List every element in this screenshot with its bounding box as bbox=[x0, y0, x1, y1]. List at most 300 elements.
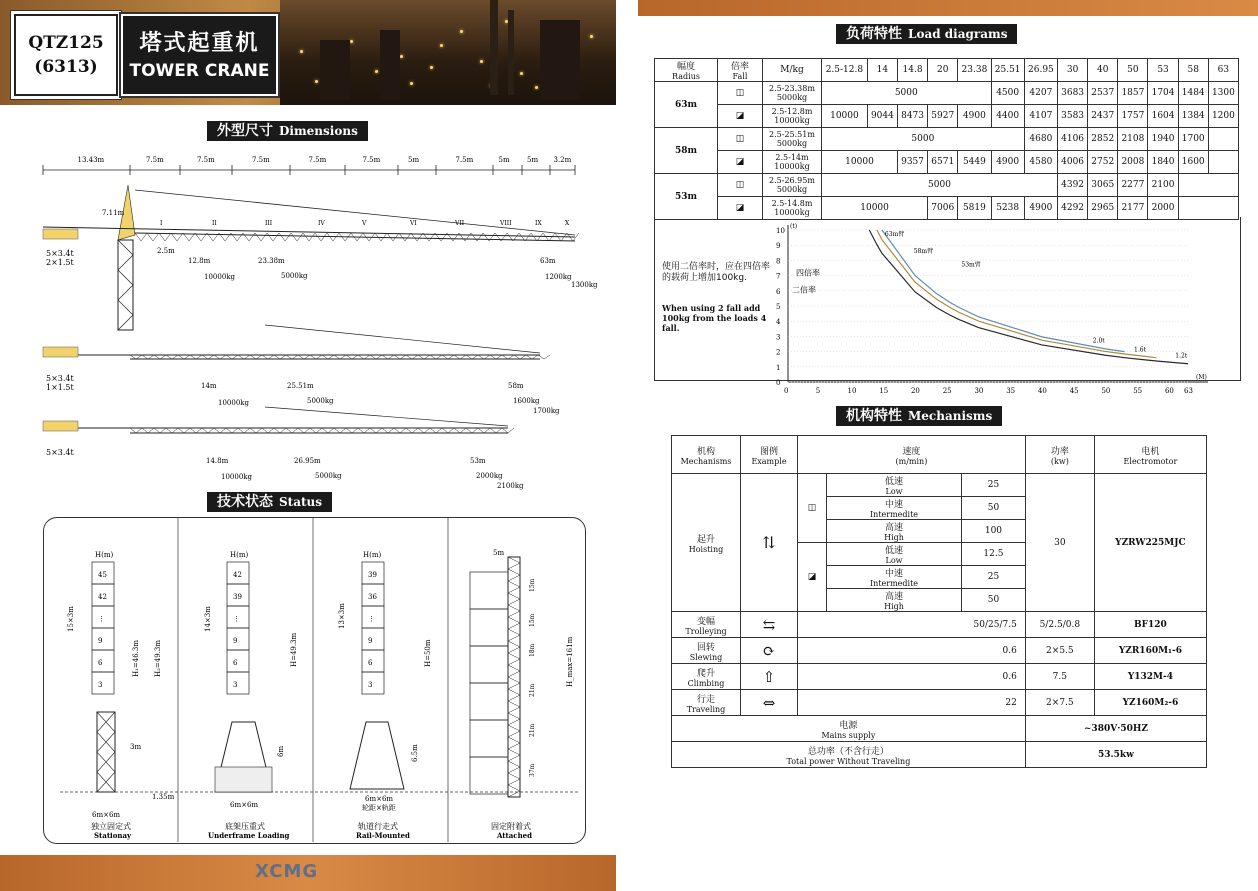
crane-63m bbox=[43, 185, 598, 330]
page-gutter bbox=[616, 0, 638, 891]
radius-cell: 58m bbox=[655, 128, 718, 174]
night-plant-photo bbox=[280, 0, 616, 105]
speed-value: 50 bbox=[962, 589, 1026, 612]
table-row bbox=[655, 105, 1239, 128]
col-radius-value: 20 bbox=[928, 59, 958, 82]
cell-text: Intermedite bbox=[870, 510, 919, 519]
col-radius-value: 26.95 bbox=[1024, 59, 1057, 82]
load-cell: 1484 bbox=[1178, 82, 1208, 105]
load-cell: 8473 bbox=[897, 105, 927, 128]
cell-text: High bbox=[884, 602, 904, 611]
radius-label-1: 12.8m bbox=[188, 257, 211, 265]
load-label-4: 1300kg bbox=[571, 281, 598, 289]
x-tick-label: 35 bbox=[1006, 387, 1016, 395]
radius-label-2: 26.95m bbox=[294, 457, 321, 465]
col-speed-en: (m/min) bbox=[895, 456, 928, 466]
mechanism-name bbox=[672, 638, 741, 664]
motor-value: Y132M-4 bbox=[1094, 664, 1206, 690]
segment-label: 18m bbox=[529, 643, 536, 657]
col-motor-en: Electromotor bbox=[1123, 456, 1178, 466]
speed-value: 25 bbox=[962, 566, 1026, 589]
radius-label-1: 14.8m bbox=[206, 457, 229, 465]
height-h2: H₂=49.3m bbox=[154, 640, 162, 677]
span-dimensions bbox=[43, 156, 575, 175]
span-label: 7.5m bbox=[146, 156, 164, 164]
x-tick-label: 20 bbox=[910, 387, 920, 395]
col-radius-value: 58 bbox=[1178, 59, 1208, 82]
load-cell: 2008 bbox=[1118, 151, 1148, 174]
load-cell: 4292 bbox=[1058, 197, 1088, 220]
load-cell: 2108 bbox=[1118, 128, 1148, 151]
crane-58m bbox=[43, 325, 560, 415]
load-cell: 2277 bbox=[1118, 174, 1148, 197]
foot-height-1: 1.35m bbox=[152, 793, 175, 801]
hook-icon: ◫ bbox=[718, 174, 763, 197]
load-label-2: 5000kg bbox=[315, 472, 342, 480]
speed-value: 25 bbox=[962, 474, 1026, 497]
table-row bbox=[672, 638, 1207, 664]
base-height-3: 6.5m bbox=[411, 744, 419, 762]
load-cell: 2965 bbox=[1088, 197, 1118, 220]
height-header-3: H(m) bbox=[363, 551, 382, 559]
attached-top: 5m bbox=[493, 549, 505, 557]
cell-text: Low bbox=[885, 556, 903, 565]
speed-value: 12.5 bbox=[962, 543, 1026, 566]
col-mech-en: Mechanisms bbox=[680, 456, 732, 466]
motor-value: BF120 bbox=[1094, 612, 1206, 638]
col-radius-value: 2.5-12.8 bbox=[822, 59, 868, 82]
load-cell: 4900 bbox=[1024, 197, 1057, 220]
table-row bbox=[672, 690, 1207, 716]
load-cell: 4580 bbox=[1024, 151, 1057, 174]
cell-text: 高速 bbox=[885, 592, 904, 602]
cell-text: High bbox=[884, 533, 904, 542]
section-label: VII bbox=[455, 220, 465, 227]
load-cell: 2537 bbox=[1088, 82, 1118, 105]
mode-cn-4: 固定附着式 bbox=[491, 822, 531, 831]
load-chart bbox=[768, 220, 1238, 395]
span-label: 5m bbox=[527, 156, 539, 164]
right-page bbox=[638, 0, 1258, 891]
radius-cell: 63m bbox=[655, 82, 718, 128]
x-tick-label: 60 bbox=[1164, 387, 1174, 395]
radius-label-3: 63m bbox=[540, 257, 556, 265]
chart-note-en: When using 2 fall add 100kg from the loads 4 fall. bbox=[662, 303, 767, 333]
label-2fall: 二倍率 bbox=[792, 285, 816, 295]
col-radius-value: 14.8 bbox=[897, 59, 927, 82]
load-cell: 4500 bbox=[991, 82, 1024, 105]
cell-text bbox=[672, 716, 1207, 742]
cell-text: Fall bbox=[732, 72, 748, 81]
x-tick-label: 5 bbox=[815, 387, 821, 395]
table-row bbox=[655, 174, 1239, 197]
cell-text bbox=[672, 742, 1026, 768]
cell-text: 高速 bbox=[885, 523, 904, 533]
power-value: 7.5 bbox=[1025, 664, 1094, 690]
cell-text: 10000kg bbox=[774, 208, 810, 217]
cell-text: Intermedite bbox=[870, 579, 919, 588]
counterweight-label: 5×3.4t bbox=[46, 249, 74, 258]
power-value: 5/2.5/0.8 bbox=[1025, 612, 1094, 638]
height-value: 9 bbox=[233, 637, 238, 645]
height-value: 39 bbox=[233, 593, 242, 601]
radius-label-3: 58m bbox=[508, 382, 524, 390]
label-4fall: 四倍率 bbox=[796, 268, 820, 278]
chart-annotation: 53m臂 bbox=[961, 261, 981, 269]
load-cell: 2177 bbox=[1118, 197, 1148, 220]
cell-text: 2.5-14.8m bbox=[771, 199, 813, 208]
height-value: 9 bbox=[368, 637, 373, 645]
load-cell: 4680 bbox=[1024, 128, 1057, 151]
load-cell: 3065 bbox=[1088, 174, 1118, 197]
speed-mode bbox=[827, 474, 962, 497]
cell-text: 倍率 bbox=[730, 62, 749, 72]
base-dim-3: 6m×6m bbox=[365, 795, 394, 803]
cell-text: 回转 bbox=[696, 642, 715, 653]
x-tick-label: 15 bbox=[879, 387, 889, 395]
climbing-arrow-icon: ⇧ bbox=[741, 664, 798, 690]
load-cell: 2852 bbox=[1088, 128, 1118, 151]
y-tick-label: 4 bbox=[776, 318, 781, 327]
product-title-en: TOWER CRANE bbox=[129, 61, 270, 81]
mechanism-name bbox=[672, 612, 741, 638]
col-example-en: Example bbox=[751, 456, 787, 466]
load-cell: 1200 bbox=[1208, 105, 1238, 128]
top-bar bbox=[638, 0, 1258, 16]
section-label: III bbox=[265, 220, 273, 227]
load-table bbox=[654, 58, 1239, 220]
load-label-4: 1700kg bbox=[533, 407, 560, 415]
height-value: 42 bbox=[98, 593, 107, 601]
mechanisms-table bbox=[671, 435, 1207, 768]
chart-annotation: 58m臂 bbox=[913, 247, 934, 255]
height-value: 9 bbox=[98, 637, 103, 645]
col-radius bbox=[655, 59, 718, 82]
load-cell: 10000 bbox=[822, 197, 928, 220]
load-cell: 1700 bbox=[1178, 128, 1208, 151]
load-label-2: 5000kg bbox=[281, 272, 308, 280]
col-mkg: M/kg bbox=[763, 59, 822, 82]
y-tick-label: 7 bbox=[776, 272, 781, 281]
height-value: 36 bbox=[368, 593, 377, 601]
y-tick-label: 3 bbox=[776, 333, 781, 342]
mode-cn-1: 独立固定式 bbox=[91, 822, 131, 831]
counterweight-label-2: 2×1.5t bbox=[46, 258, 74, 267]
cell-text bbox=[672, 742, 1207, 768]
cell-text: 中速 bbox=[885, 500, 904, 510]
height-h1: H₁=46.3m bbox=[132, 640, 140, 677]
load-label-3: 1600kg bbox=[513, 397, 540, 405]
base-dim-1: 6m×6m bbox=[92, 811, 121, 819]
total-cn: 总功率（不含行走） bbox=[807, 746, 889, 757]
segment-label: 15m bbox=[529, 578, 536, 592]
counterweight-label-2: 1×1.5t bbox=[46, 383, 74, 392]
motor-value: YZ160M₂-6 bbox=[1094, 690, 1206, 716]
load-cell: 1604 bbox=[1148, 105, 1178, 128]
radius-cell: 53m bbox=[655, 174, 718, 220]
load-cell: 1757 bbox=[1118, 105, 1148, 128]
crane-53m bbox=[43, 407, 524, 490]
cell-text bbox=[798, 436, 1026, 474]
load-label-1: 10000kg bbox=[204, 273, 235, 281]
span-label: 5m bbox=[408, 156, 420, 164]
height-hmax: H_max=161m bbox=[566, 636, 574, 687]
mains-en: Mains supply bbox=[821, 730, 876, 740]
footer-bar bbox=[0, 855, 616, 891]
col-power-en: (kw) bbox=[1050, 456, 1069, 466]
cell-text: 行走 bbox=[696, 694, 715, 705]
y-tick-label: 2 bbox=[776, 348, 781, 357]
cell-text: Hoisting bbox=[688, 544, 724, 554]
load-heading: 负荷特性 Load diagrams bbox=[836, 24, 1017, 44]
cell-text: 起升 bbox=[696, 534, 715, 545]
load-cell: 1600 bbox=[1178, 151, 1208, 174]
updown-arrows-icon: ⇅ bbox=[741, 474, 798, 612]
height-value: ⋮ bbox=[98, 615, 105, 623]
col-mech-cn: 机构 bbox=[696, 446, 715, 457]
model-label bbox=[14, 14, 118, 96]
span-label: 7.5m bbox=[252, 156, 270, 164]
height-h-2: H=49.3m bbox=[290, 632, 298, 667]
col-radius-value: 23.38 bbox=[958, 59, 991, 82]
load-cell: 5238 bbox=[991, 197, 1024, 220]
mechanism-name bbox=[672, 664, 741, 690]
hook-icon: ◫ bbox=[718, 128, 763, 151]
table-row bbox=[655, 82, 1239, 105]
cell-text: 10000kg bbox=[774, 162, 810, 171]
model-number: (6313) bbox=[34, 57, 98, 77]
section-label: X bbox=[565, 220, 570, 227]
cell-text bbox=[672, 436, 1207, 474]
load-label-2: 5000kg bbox=[307, 397, 334, 405]
section-label: IV bbox=[318, 220, 325, 227]
cell-text bbox=[1025, 436, 1094, 474]
base-height-2: 6m bbox=[277, 745, 285, 757]
y-tick-label: 9 bbox=[776, 242, 781, 251]
dimensions-drawing bbox=[0, 145, 616, 505]
radius-label-2: 25.51m bbox=[287, 382, 314, 390]
load-cell: 4400 bbox=[991, 105, 1024, 128]
cell-text bbox=[1094, 436, 1206, 474]
trolley-arrows-icon: ⇆ bbox=[741, 612, 798, 638]
speed-value: 50 bbox=[962, 497, 1026, 520]
slewing-arrows-icon: ⟳ bbox=[741, 638, 798, 664]
height-header-1: H(m) bbox=[95, 551, 114, 559]
segment-label: 21m bbox=[529, 723, 536, 737]
load-label-1: 10000kg bbox=[221, 473, 252, 481]
segment-label: 37m bbox=[529, 763, 536, 777]
y-tick-label: 8 bbox=[776, 257, 781, 266]
x-tick-label: 50 bbox=[1101, 387, 1111, 395]
base-dim-2: 6m×6m bbox=[230, 801, 259, 809]
section-count-2: 14×3m bbox=[204, 606, 212, 632]
status-heading: 技术状态 Status bbox=[207, 492, 332, 512]
load-cell: 1384 bbox=[1178, 105, 1208, 128]
chart-annotation: 1.2t bbox=[1175, 352, 1188, 360]
radius-label-1: 14m bbox=[201, 382, 217, 390]
x-tick-label: 30 bbox=[974, 387, 984, 395]
hook-icon: ◪ bbox=[798, 543, 827, 612]
hoist-motor: YZRW225MJC bbox=[1094, 474, 1206, 612]
cell-text bbox=[672, 716, 1026, 742]
hoist-power: 30 bbox=[1025, 474, 1094, 612]
load-cell: 1940 bbox=[1148, 128, 1178, 151]
speed-mode bbox=[827, 543, 962, 566]
section-label: IX bbox=[535, 220, 542, 227]
height-value: 39 bbox=[368, 571, 377, 579]
product-title-cn: 塔式起重机 bbox=[139, 31, 260, 56]
x-unit: (M) bbox=[1196, 374, 1207, 381]
load-cell: 2000 bbox=[1148, 197, 1178, 220]
height-h-3: H=50m bbox=[424, 639, 432, 667]
speed-mode bbox=[827, 566, 962, 589]
section-label: II bbox=[212, 220, 217, 227]
power-value: 2×7.5 bbox=[1025, 690, 1094, 716]
height-value: 3 bbox=[98, 681, 103, 689]
load-label-4: 2100kg bbox=[497, 482, 524, 490]
y-tick-label: 5 bbox=[776, 303, 781, 311]
span-label: 3.2m bbox=[553, 156, 572, 164]
col-fall bbox=[718, 59, 763, 82]
load-cell: 4207 bbox=[1024, 82, 1057, 105]
load-cell: 5000 bbox=[822, 128, 1025, 151]
chart-annotation: 2.0t bbox=[1092, 337, 1105, 345]
height-header-2: H(m) bbox=[230, 551, 249, 559]
mechanisms-heading: 机构特性 Mechanisms bbox=[836, 406, 1002, 426]
spec-cell bbox=[763, 82, 822, 105]
load-cell: 4900 bbox=[958, 105, 991, 128]
hook-icon: ◪ bbox=[718, 151, 763, 174]
mode-en-4: Attached bbox=[497, 831, 533, 840]
col-radius-value: 25.51 bbox=[991, 59, 1024, 82]
mode-en-1: Stationay bbox=[94, 831, 132, 840]
cell-text: 5000kg bbox=[776, 185, 808, 194]
y-tick-label: 6 bbox=[776, 287, 781, 296]
col-radius-value: 14 bbox=[867, 59, 897, 82]
cell-text: 低速 bbox=[885, 477, 904, 487]
total-en: Total power Without Traveling bbox=[786, 756, 911, 766]
hook-icon: ◫ bbox=[798, 474, 827, 543]
hook-icon: ◫ bbox=[718, 82, 763, 105]
power-value: 2×5.5 bbox=[1025, 638, 1094, 664]
height-value: 6 bbox=[98, 659, 103, 667]
x-tick-label: 55 bbox=[1133, 387, 1143, 395]
speed-mode bbox=[827, 520, 962, 543]
speed-value: 50/25/7.5 bbox=[798, 612, 1026, 638]
cell-text: Trolleying bbox=[685, 626, 727, 636]
height-value: 3 bbox=[368, 681, 373, 689]
cell-text: 2.5-25.51m bbox=[769, 130, 815, 139]
load-cell: 9044 bbox=[867, 105, 897, 128]
hook-icon: ◪ bbox=[718, 105, 763, 128]
cell-text: 2.5-12.8m bbox=[771, 107, 813, 116]
speed-value: 22 bbox=[798, 690, 1026, 716]
section-label: VIII bbox=[500, 220, 512, 227]
table-row bbox=[655, 151, 1239, 174]
y-tick-label: 1 bbox=[776, 363, 781, 372]
load-cell: 5000 bbox=[822, 82, 992, 105]
col-radius-value: 63 bbox=[1208, 59, 1238, 82]
y-tick-label: 10 bbox=[776, 227, 785, 235]
cell-text: 幅度 bbox=[676, 62, 695, 72]
x-tick-label: 25 bbox=[942, 387, 952, 395]
span-label: 5m bbox=[498, 156, 510, 164]
model-code: QTZ125 bbox=[28, 33, 104, 53]
header-banner bbox=[0, 0, 616, 105]
col-radius-value: 40 bbox=[1088, 59, 1118, 82]
cell-text: 10000kg bbox=[774, 116, 810, 125]
load-cell: 4106 bbox=[1058, 128, 1088, 151]
span-label: 7.5m bbox=[362, 156, 381, 164]
col-speed-cn: 速度 bbox=[902, 446, 921, 457]
load-cell: 3683 bbox=[1058, 82, 1088, 105]
counterweight-label: 5×3.4t bbox=[46, 374, 74, 383]
spec-cell bbox=[763, 128, 822, 151]
load-cell: 3583 bbox=[1058, 105, 1088, 128]
load-cell: 2437 bbox=[1088, 105, 1118, 128]
y-tick-label: 0 bbox=[776, 379, 781, 387]
span-label: 13.43m bbox=[77, 156, 105, 164]
table-row bbox=[655, 128, 1239, 151]
col-radius-value: 53 bbox=[1148, 59, 1178, 82]
table-row bbox=[672, 612, 1207, 638]
cab-height-label: 2.5m bbox=[157, 247, 175, 255]
spec-cell bbox=[763, 151, 822, 174]
height-value: ⋮ bbox=[368, 615, 375, 623]
speed-value: 0.6 bbox=[798, 664, 1026, 690]
span-label: 7.5m bbox=[308, 156, 327, 164]
col-power-cn: 功率 bbox=[1050, 446, 1069, 457]
total-value: 53.5kw bbox=[1025, 742, 1206, 768]
x-tick-label: 10 bbox=[847, 387, 857, 395]
table-row bbox=[672, 664, 1207, 690]
load-cell: 4006 bbox=[1058, 151, 1088, 174]
chart-note-cn: 使用二倍率时，应在四倍率的载荷上增加100kg. bbox=[662, 262, 771, 283]
load-cell: 1840 bbox=[1148, 151, 1178, 174]
status-drawing bbox=[0, 517, 616, 857]
cell-text: 5000kg bbox=[776, 139, 808, 148]
height-value: ⋮ bbox=[233, 615, 240, 623]
cell-text: 低速 bbox=[885, 546, 904, 556]
mains-cn: 电源 bbox=[839, 720, 858, 731]
chart-annotation: 1.6t bbox=[1134, 346, 1146, 354]
speed-mode bbox=[827, 497, 962, 520]
load-cell: 4107 bbox=[1024, 105, 1057, 128]
load-cell: 5000 bbox=[822, 174, 1058, 197]
load-label-1: 10000kg bbox=[218, 399, 249, 407]
cell-text: 2.5-14m bbox=[775, 153, 809, 162]
section-label: V bbox=[362, 220, 367, 227]
load-cell: 1704 bbox=[1148, 82, 1178, 105]
segment-label: 15m bbox=[529, 613, 536, 627]
counterweight-label: 5×3.4t bbox=[46, 448, 74, 457]
section-count-3: 13×3m bbox=[338, 603, 346, 629]
span-label: 7.5m bbox=[197, 156, 215, 164]
motor-value: YZR160M₁-6 bbox=[1094, 638, 1206, 664]
section-label: VI bbox=[410, 220, 417, 227]
load-label-3: 2000kg bbox=[476, 472, 503, 480]
cell-text: Radius bbox=[672, 72, 700, 81]
load-cell: 6571 bbox=[928, 151, 958, 174]
height-value: 6 bbox=[233, 659, 238, 667]
load-cell: 9357 bbox=[897, 151, 927, 174]
load-cell bbox=[1178, 174, 1238, 197]
section-label: I bbox=[160, 220, 163, 227]
x-tick-label: 63 bbox=[1184, 387, 1193, 395]
load-cell: 7006 bbox=[928, 197, 958, 220]
mode-cn-3: 轨道行走式 bbox=[358, 822, 398, 831]
load-cell: 1300 bbox=[1208, 82, 1238, 105]
